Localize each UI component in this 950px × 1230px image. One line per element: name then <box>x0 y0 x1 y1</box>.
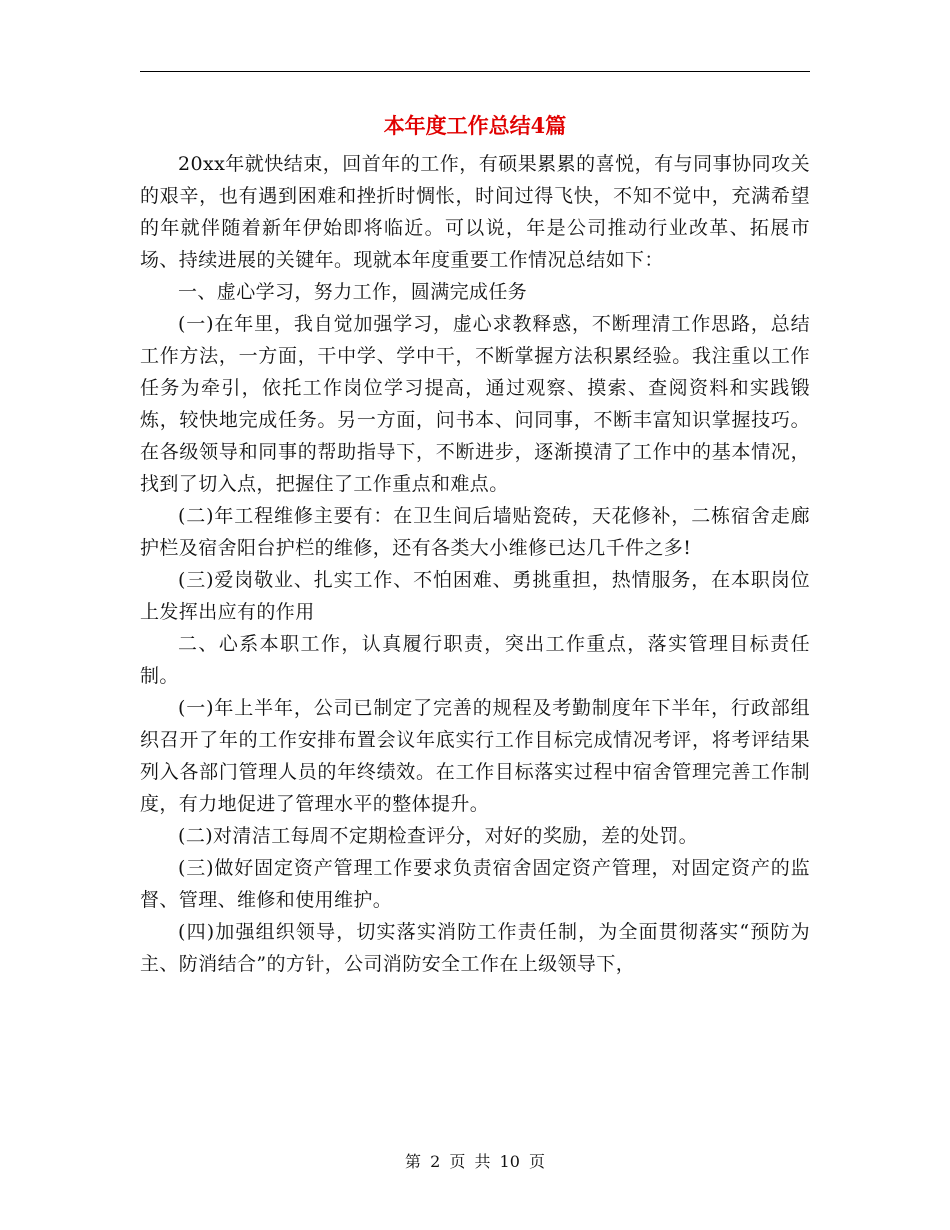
paragraph-1-1: (一)在年里，我自觉加强学习，虚心求教释惑，不断理清工作思路，总结工作方法，一方面，干中学、学中干，不断掌握方法积累经验。我注重以工作任务为牵引，依托工作岗位学习提高，通过观察、摸索、查阅资料和实践锻炼，较快地完成任务。另一方面，问书本、问同事，不断丰富知识掌握技巧。在各级领导和同事的帮助指导下，不断进步，逐渐摸清了工作中的基本情况，找到了切入点，把握住了工作重点和难点。 <box>140 313 810 495</box>
paragraph-2-3: (三)做好固定资产管理工作要求负责宿舍固定资产管理，对固定资产的监督、管理、维修和使用维护。 <box>140 857 810 911</box>
section-heading-2: 二、心系本职工作，认真履行职责，突出工作重点，落实管理目标责任制。 <box>140 633 810 687</box>
paragraph-2-1: (一)年上半年，公司已制定了完善的规程及考勤制度年下半年，行政部组织召开了年的工作安排布置会议年底实行工作目标完成情况考评，将考评结果列入各部门管理人员的年终绩效。在工作目标落实过程中宿舍管理完善工作制度，有力地促进了管理水平的整体提升。 <box>140 697 810 815</box>
section-heading-1: 一、虚心学习，努力工作，圆满完成任务 <box>178 281 528 303</box>
paragraph-2-2: (二)对清洁工每周不定期检查评分，对好的奖励，差的处罚。 <box>178 825 699 847</box>
paragraph-1-3: (三)爱岗敬业、扎实工作、不怕困难、勇挑重担，热情服务，在本职岗位上发挥出应有的作用 <box>140 569 810 623</box>
paragraph-1-2: (二)年工程维修主要有：在卫生间后墙贴瓷砖，天花修补，二栋宿舍走廊护栏及宿舍阳台护栏的维修，还有各类大小维修已达几千件之多! <box>140 505 810 559</box>
document-title: 本年度工作总结4篇 <box>383 113 567 138</box>
paragraph-2-4: (四)加强组织领导，切实落实消防工作责任制，为全面贯彻落实“预防为主、防消结合”的方针，公司消防安全工作在上级领导下， <box>140 921 810 975</box>
paragraph-intro: 20xx年就快结束，回首年的工作，有硕果累累的喜悦，有与同事协同攻关的艰辛，也有遇到困难和挫折时惆怅，时间过得飞快，不知不觉中，充满希望的年就伴随着新年伊始即将临近。可以说，年是公司推动行业改革、拓展市场、持续进展的关键年。现就本年度重要工作情况总结如下： <box>140 153 810 271</box>
page-number-footer: 第 2 页 共 10 页 <box>405 1152 545 1171</box>
document-body <box>140 148 810 980</box>
header-rule <box>140 71 810 72</box>
